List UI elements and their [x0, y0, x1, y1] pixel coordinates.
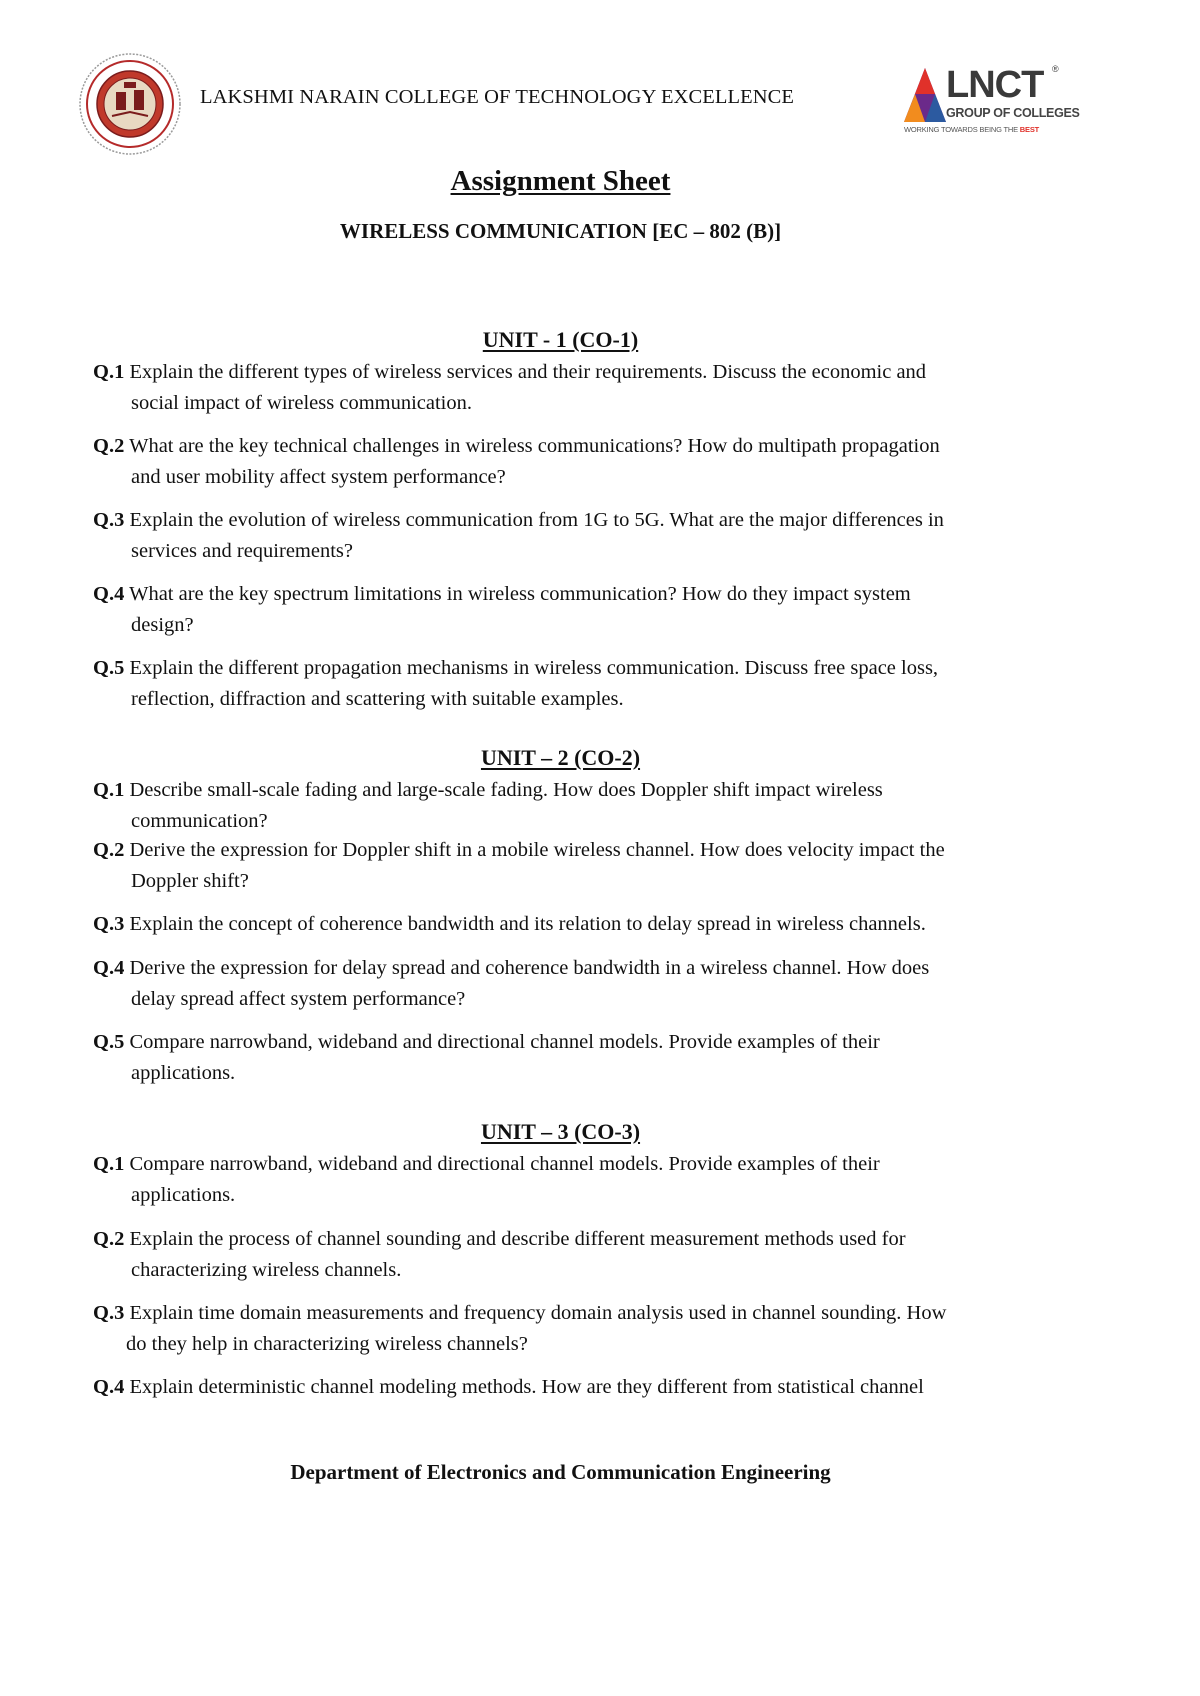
question-text: Compare narrowband, wideband and directional channel models. Provide examples of their	[129, 1031, 880, 1053]
unit-heading: UNIT – 3 (CO-3)	[480, 1119, 641, 1144]
question-text: What are the key spectrum limitations in wireless communication? How do they impact system	[129, 583, 911, 605]
question-text: What are the key technical challenges in wireless communications? How do multipath propagation	[129, 435, 940, 457]
question-text: Explain the different propagation mechanisms in wireless communication. Discuss free space loss,	[129, 657, 939, 679]
question-text: Explain the evolution of wireless communication from 1G to 5G. What are the major differences in	[129, 509, 944, 531]
question-text: Derive the expression for delay spread and coherence bandwidth in a wireless channel. How does	[129, 957, 930, 979]
page-title: Assignment Sheet	[450, 165, 671, 197]
question-text-continued: social impact of wireless communication.	[131, 391, 473, 414]
question-item	[93, 1372, 1038, 1403]
question-number: Q.2	[93, 839, 125, 861]
question-number: Q.5	[93, 657, 125, 679]
question-text: Explain deterministic channel modeling methods. How are they different from statistical channel	[129, 1376, 924, 1398]
lnct-logo-tagline: WORKING TOWARDS BEING THE BEST	[904, 125, 1039, 134]
question-number: Q.4	[93, 1376, 125, 1398]
question-text-continued: reflection, diffraction and scattering with suitable examples.	[131, 687, 624, 710]
unit-heading: UNIT – 2 (CO-2)	[480, 745, 641, 770]
question-item	[93, 431, 1038, 492]
question-item	[93, 1298, 1038, 1359]
question-text-continued: design?	[131, 613, 194, 636]
question-item	[93, 1149, 1038, 1210]
question-item	[93, 953, 1038, 1014]
question-number: Q.1	[93, 779, 125, 801]
question-text-continued: delay spread affect system performance?	[131, 987, 466, 1010]
question-text-continued: do they help in characterizing wireless channels?	[126, 1332, 528, 1355]
question-item	[93, 775, 1038, 836]
question-text: Explain the concept of coherence bandwidth and its relation to delay spread in wireless channels.	[129, 913, 926, 935]
question-item	[93, 835, 1038, 896]
question-text-continued: services and requirements?	[131, 539, 353, 562]
question-item	[93, 505, 1038, 566]
question-text-continued: and user mobility affect system performance?	[131, 465, 506, 488]
lnct-logo-registered: ®	[1052, 64, 1059, 74]
question-item	[93, 357, 1038, 418]
question-text: Compare narrowband, wideband and directional channel models. Provide examples of their	[129, 1153, 880, 1175]
college-name: LAKSHMI NARAIN COLLEGE OF TECHNOLOGY EXCELLENCE	[200, 86, 795, 108]
question-number: Q.5	[93, 1031, 125, 1053]
question-number: Q.4	[93, 583, 125, 605]
subject-heading: WIRELESS COMMUNICATION [EC – 802 (B)]	[339, 219, 782, 243]
lnct-logo	[902, 64, 1080, 138]
college-seal-logo	[78, 52, 182, 156]
lnct-logo-text: LNCT	[946, 64, 1044, 106]
question-text-continued: applications.	[131, 1061, 236, 1084]
question-text-continued: Doppler shift?	[131, 869, 249, 892]
question-item	[93, 909, 1038, 940]
question-text: Explain the different types of wireless services and their requirements. Discuss the economic and	[129, 361, 927, 383]
question-number: Q.2	[93, 435, 125, 457]
question-number: Q.3	[93, 913, 125, 935]
question-number: Q.3	[93, 1302, 125, 1324]
question-number: Q.2	[93, 1228, 125, 1250]
question-text: Explain time domain measurements and frequency domain analysis used in channel sounding. How	[129, 1302, 947, 1324]
question-text-continued: communication?	[131, 809, 268, 832]
question-item	[93, 1027, 1038, 1088]
question-text: Derive the expression for Doppler shift in a mobile wireless channel. How does velocity impact the	[129, 839, 945, 861]
question-number: Q.3	[93, 509, 125, 531]
question-number: Q.1	[93, 1153, 125, 1175]
lnct-triangle-icon	[902, 66, 948, 124]
question-number: Q.1	[93, 361, 125, 383]
question-number: Q.4	[93, 957, 125, 979]
question-text: Explain the process of channel sounding and describe different measurement methods used for	[129, 1228, 906, 1250]
question-item	[93, 1224, 1038, 1285]
question-text-continued: characterizing wireless channels.	[131, 1258, 402, 1281]
lnct-logo-subtitle: GROUP OF COLLEGES	[946, 106, 1080, 120]
question-item	[93, 579, 1038, 640]
document-header	[0, 0, 1121, 150]
question-text: Describe small-scale fading and large-scale fading. How does Doppler shift impact wireless	[129, 779, 883, 801]
unit-heading: UNIT - 1 (CO-1)	[482, 327, 639, 352]
question-item	[93, 653, 1038, 714]
department-footer: Department of Electronics and Communication Engineering	[290, 1460, 831, 1484]
question-text-continued: applications.	[131, 1183, 236, 1206]
